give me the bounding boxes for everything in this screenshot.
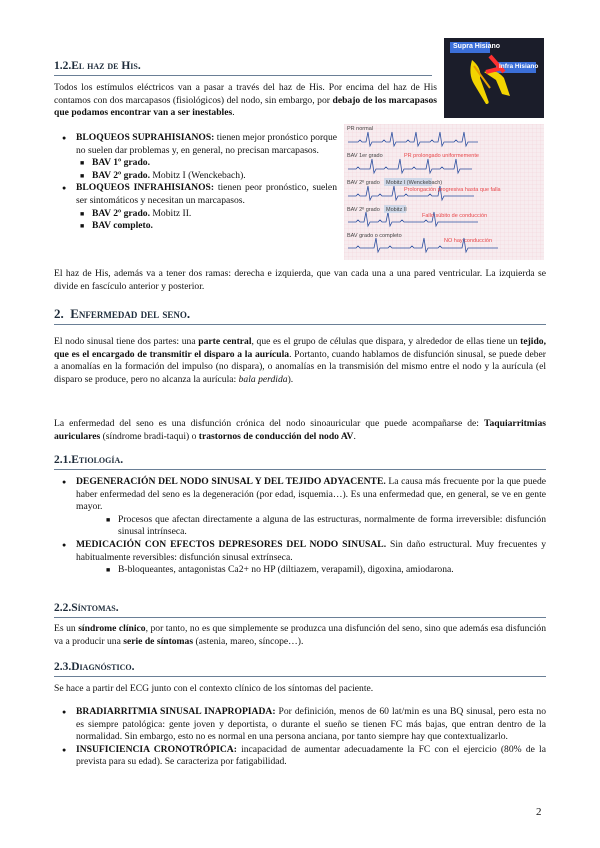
list-item: ■ Procesos que afectan directamente a alguna de las estructuras, normalmente de forma irreversible: disfunción sinusal intrínseca. [106, 514, 546, 539]
his-bundle-illustration [444, 38, 544, 118]
section-2-rule [54, 324, 546, 325]
section-2-paragraph-1: El nodo sinusal tiene dos partes: una parte central, que es el grupo de células que dispara, y alrededor de ellas tiene un tejido, que es el encargado de transmitir el disparo a la aurícula. Portanto, cuando hablamos de disfunción sinusal, se puede deber a anomalías en la formación del impulso (no dispara), o anomalías en la transmisión del mismo entre el nodo y la aurícula (el disparo se produce, pero no alcanza la aurícula: bala perdida). [54, 336, 546, 385]
ecg-av-block-image [344, 124, 544, 260]
section-1-2-title: 1.2.El haz de His. [54, 60, 141, 72]
section-1-2-paragraph: Todos los estímulos eléctricos van a pasar a través del haz de His. Por encima del haz de His contamos con dos marcapasos (fisiológicos) del nodo, sin embargo, por debajo de los marcapasos que podamos encontrar van a ser inestables. [54, 82, 437, 119]
section-2-3-paragraph: Se hace a partir del ECG junto con el contexto clínico de los síntomas del paciente. [54, 683, 374, 694]
section-2-paragraph-2: La enfermedad del seno es una disfunción crónica del nodo sinoauricular que puede acompañarse de: Taquiarritmias auriculares (síndrome bradi-taqui) o trastornos de conducción del nodo AV. [54, 418, 546, 442]
list-item: ■ B-bloqueantes, antagonistas Ca2+ no HP (diltiazem, verapamil), digoxina, amiodarona. [106, 564, 546, 577]
section-2-2-title: 2.2.Síntomas. [54, 602, 119, 614]
section-2-3-bullets [62, 706, 546, 769]
page-number: 2 [536, 806, 542, 818]
list-item: ● BLOQUEOS SUPRAHISIANOS: tienen mejor pronóstico porque no suelen dar problemas y, en general, no precisan marcapasos. ■ BAV 1º grado. ■ BAV 2º grado. Mobitz I (Wenckebach). [62, 132, 337, 182]
section-2-title: 2. Enfermedad del seno. [54, 306, 191, 321]
supra-hisiano-label: Supra Hisiano [453, 43, 501, 50]
ecg-row-note: Fallo súbito de conducción [422, 213, 488, 219]
list-item: ■ BAV 2º grado. Mobitz I (Wenckebach). [80, 170, 337, 183]
section-2-1-rule [54, 469, 546, 470]
ecg-row-label: BAV 1er grado [347, 153, 383, 159]
section-1-2-closing-paragraph: El haz de His, además va a tener dos ramas: derecha e izquierda, que van cada una a una pared ventricular. La izquierda se divide en fascículo anterior y posterior. [54, 268, 546, 292]
section-2-1-bullets [62, 476, 546, 577]
section-2-3-title: 2.3.Diagnóstico. [54, 661, 135, 673]
list-item: ■ BAV completo. [80, 220, 337, 233]
list-item: ■ BAV 1º grado. [80, 157, 337, 170]
ecg-row-label: BAV 2º grado [347, 207, 380, 213]
list-item: ● BLOQUEOS INFRAHISIANOS: tienen peor pronóstico, suelen ser sintomáticos y necesitan un marcapasos. ■ BAV 2º grado. Mobitz II. ■ BAV completo. [62, 182, 337, 232]
ecg-row-label: BAV 2º grado [347, 180, 380, 186]
list-item: ● MEDICACIÓN CON EFECTOS DEPRESORES DEL NODO SINUSAL. Sin daño estructural. Muy frecuentes y habitualmente reversibles: disfunción sinusal extrínseca. ■ B-bloqueantes, antagonistas Ca2+ no HP (diltiazem, verapamil), digoxina, amiodarona. [62, 539, 546, 577]
his-bundle-image [444, 38, 544, 118]
list-item: ● INSUFICIENCIA CRONOTRÓPICA: incapacidad de aumentar adecuadamente la FC con el ejercicio (80% de la prevista para su edad). Se caracteriza por fatigabilidad. [62, 744, 546, 769]
ecg-row-label: PR normal [347, 126, 373, 132]
ecg-strips [344, 124, 544, 260]
ecg-row-label: BAV grado o completo [347, 233, 402, 239]
list-item: ● BRADIARRITMIA SINUSAL INAPROPIADA: Por definición, menos de 60 lat/min es una BQ sinusal, pero esta no es siempre patológica: gente joven y deportista, o durante el sueño se tienen FC más bajas, que entran dentro de la normalidad. Sin embargo, esto no es normal en una persona anciana, por tanto siempre hay que contextualizarlo. [62, 706, 546, 744]
list-item: ■ BAV 2º grado. Mobitz II. [80, 208, 337, 221]
ecg-row-note: Prolongación progresiva hasta que falla [404, 187, 501, 193]
section-1-2-rule [54, 75, 432, 76]
ecg-row-note: PR prolongado uniformemente [404, 153, 479, 159]
section-2-3-rule [54, 676, 546, 677]
section-1-2-bullets [62, 132, 337, 233]
section-2-1-title: 2.1.Etiología. [54, 454, 124, 466]
ecg-row-note: NO hay conducción [444, 238, 492, 244]
section-2-2-rule [54, 617, 546, 618]
section-2-2-paragraph: Es un síndrome clínico, por tanto, no es que simplemente se produzca una disfunción del seno, sino que además esa disfunción va a producir una serie de síntomas (astenia, mareo, síncope…). [54, 623, 546, 647]
ecg-row-tag: Mobitz I (Wenckebach) [386, 180, 443, 186]
list-item: ● DEGENERACIÓN DEL NODO SINUSAL Y DEL TEJIDO ADYACENTE. La causa más frecuente por la que puede haber enfermedad del seno es la degeneración (por edad, isquemia…). Es una enfermedad que, en general, se ve en gente mayor. ■ Procesos que afectan directamente a alguna de las estructuras, normalmente de forma irreversible: disfunción sinusal intrínseca. [62, 476, 546, 539]
ecg-row-tag: Mobitz II [386, 207, 407, 213]
infra-hisiano-label: Infra Hisiano [499, 63, 539, 70]
